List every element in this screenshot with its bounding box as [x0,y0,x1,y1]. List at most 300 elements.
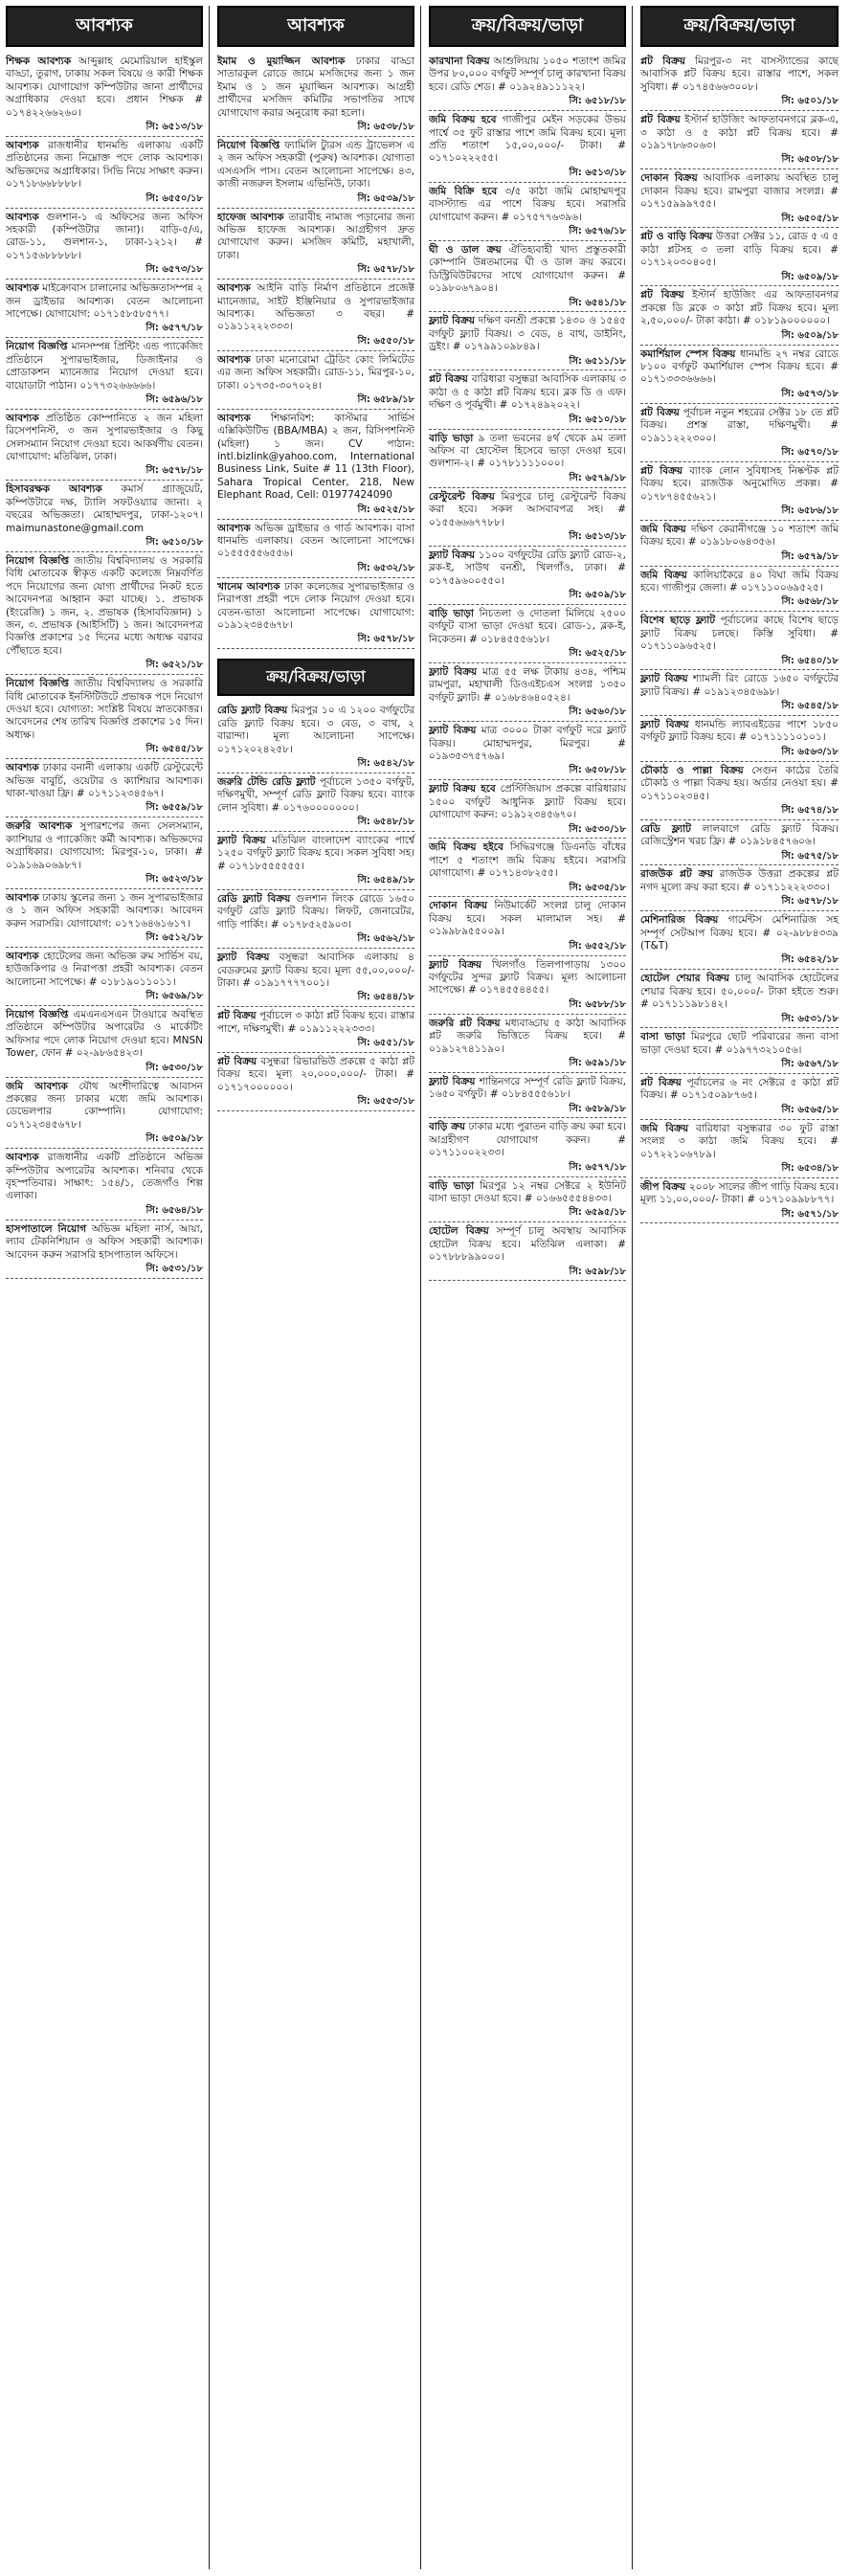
classified-ad [217,351,414,410]
classified-ad [640,286,839,345]
classified-ad [640,1120,839,1178]
classified-ad [429,111,626,183]
ad-body: সুপারশপের জন্য সেলসম্যান, ক্যাশিয়ার ও প্যাকেজিং কর্মী আবশ্যক। অভিজ্ঞদের অগ্রাধিকার। যোগাযোগ: মিরপুর-১০, ঢাকা। # ০১৯১৬৯০৬৯৮৭। [6,820,203,871]
ad-reference: সি: ৬৫০৯/১৮ [569,590,626,601]
ad-reference: সি: ৬৫০১/১৮ [781,96,839,107]
ad-reference: সি: ৬৫৭৩/১৮ [145,264,203,276]
classified-ad [429,53,626,111]
ad-title: ফ্ল্যাট বিক্রয় [429,1075,476,1087]
ad-title: আবশ্যক [6,891,39,904]
classified-ad [429,1222,626,1281]
ad-reference: সি: ৬৫৬৩/১৮ [781,746,839,757]
ad-body: হোটেলের জন্য অভিজ্ঞ রুম সার্ভিস বয়, হাউজকিপার ও নিরাপত্তা প্রহরী আবশ্যক। বেতন আলোচনা সাপেক্ষে। # ০১৮১৯০১১০১১। [6,950,203,988]
classified-ad [640,346,839,404]
classified-ad [640,111,839,169]
ad-title: কমার্শিয়াল স্পেস বিক্রয় [640,347,736,360]
ad-title: বাড়ি ভাড়া [429,607,474,619]
classified-ad [217,1053,414,1111]
ad-reference: সি: ৬৫১৩/১৮ [145,122,203,133]
classified-ad [217,949,414,1007]
ad-title: নিয়োগ বিজ্ঞপ্তি [6,554,69,567]
ad-reference: সি: ৬৫৭৮/১৮ [145,465,203,477]
classified-ad [217,209,414,280]
ad-reference: সি: ৬৫৮৯/১৮ [357,393,414,405]
ad-body: মাত্র ৫৫ লক্ষ টাকায় ৪৩৪, পশ্চিম রামপুরা, মহাখালী ডিওএইচএস সংলগ্ন ১৩৫০ বর্গফুট ফ্ল্যাট। # ০১৬৮৪৬৪০৫২৪। [429,665,626,704]
ad-body: রাজউক উত্তরা প্রকল্পের প্লট নগদ মূল্যে ক্রয় করা হবে। # ০১৭১১২২২৩৩০। [640,868,839,893]
ad-reference: সি: ৬৫৬৭/১৮ [781,1059,839,1070]
ad-reference: সি: ৬৫৩১/১৮ [781,1013,839,1024]
ad-body: গাজীপুর মেইন সড়কের উভয় পার্শ্বে ৩৫ ফুট রাস্তার পাশে জমি বিক্রয় হবে। মূল্য প্রতি শতাংশ ১৫,০০,০০০/- টাকা। # ০১৭১০২২২৫৫। [429,114,626,165]
ad-title: ফ্ল্যাট বিক্রয় [429,315,475,327]
ad-reference: সি: ৬৫৩৯/১৮ [357,192,414,204]
column-3 [429,6,633,2569]
classified-ad [6,1149,203,1221]
classified-ad [6,481,203,552]
classified-ad [640,228,839,286]
ad-reference: সি: ৬৫৭০/১৮ [781,446,839,458]
ad-title: বাড়ি ভাড়া [429,1179,475,1192]
ad-title: রেডি ফ্ল্যাট বিক্রয় [217,705,288,717]
ad-title: রেস্টুরেন্ট বিক্রয় [429,490,495,503]
ad-title: প্লট বিক্রয় [217,1055,257,1067]
classified-ad [429,839,626,897]
ad-body: শান্তিনগরে সম্পূর্ণ রেডি ফ্ল্যাট বিক্রয়, ১৬৫০ বর্গফুট। # ০১৮৪৫৫৫৬১৮। [429,1075,627,1101]
ad-title: বিশেষ ছাড়ে ফ্ল্যাট [640,615,716,627]
ad-reference: সি: ৬৫৯৫/১৮ [569,1207,626,1219]
ad-reference: সি: ৬৫১৩/১৮ [569,530,626,542]
ad-reference: সি: ৬৫৩০/১৮ [145,1062,203,1073]
ad-body: বসুন্ধরা আবাসিক এলাকায় ৪ বেডরুমের ফ্ল্যাট বিক্রয় হবে। মূল্য ৫৫,০০,০০০/- টাকা। # ০১৯১৭৭৭৭০০১। [217,952,414,989]
classified-ad [640,970,839,1028]
ad-body: ধানমন্ডি ল্যাবএইডের পাশে ১৮৫০ বর্গফুট ফ্ল্যাট বিক্রয় হবে। # ০১৭১১১১০১০১। [640,719,839,744]
ad-title: দোকান বিক্রয় [640,172,698,185]
classified-ad [217,832,414,890]
ad-title: প্লট বিক্রয় [640,56,686,67]
ad-title: আবশ্যক [6,211,39,223]
ad-body: ১১০০ বর্গফুটের রেডি ফ্ল্যাট রোড-২, ব্লক-ই, সাউথ বনশ্রী, খিলগাঁও, ঢাকা। # ০১৭৫৯৬০০৫৫০। [429,549,626,587]
ad-body: পূর্বাচলে ৩ কাঠা প্লট বিক্রয় হবে। রাস্তার পাশে, দক্ষিণমুখী। # ০১৯১১২২২৩৩৩। [217,1010,415,1035]
ad-reference: সি: ৬৫১০/১৮ [145,537,203,549]
ad-title: নিয়োগ বিজ্ঞপ্তি [217,139,280,151]
ad-reference: সি: ৬৫৯১/১৮ [569,1057,626,1068]
ad-reference: সি: ৬৫৫০/১৮ [357,335,414,347]
ad-body: ইস্টার্ন হাউজিং এর আফতাবনগর প্রকল্পে ডি ব্লকে ৩ কাঠা প্লট বিক্রয় হবে। মূল্য ২,৫০,০০০/- টাকা কাঠা। # ০১৮১৯০০০০০০। [640,289,839,327]
ad-title: ফ্ল্যাট বিক্রয় [640,719,689,730]
ad-reference: সি: ৬৫৫৯/১৮ [145,802,203,814]
classified-ad [640,612,839,670]
ad-body: অভিজ্ঞ ড্রাইভার ও গার্ড আবশ্যক। বাসা ধানমন্ডি এলাকায়। বেতন আলোচনা সাপেক্ষে। ০১৫৫৫৫৫৬৫৫৬। [217,522,414,560]
column-4 [640,6,844,2569]
classified-ad [217,53,414,137]
ad-body: রাজধানীর একটি প্রতিষ্ঠানে অভিজ্ঞ কম্পিউটার অপারেটর আবশ্যক। শনিবার থেকে বৃহস্পতিবার। সাক্ষাৎ: ১৫৪/১, তেজগাঁও শিল্প এলাকা। [6,1152,203,1202]
ad-title: জরুরি টেন্ডি রেডি ফ্ল্যাট [217,775,316,788]
classified-ad [429,897,626,955]
ad-reference: সি: ৬৫০৯/১৮ [145,1133,203,1145]
classified-ad [6,889,203,948]
classified-ad [429,1015,626,1073]
classified-ad [6,948,203,1006]
ad-title: ফ্ল্যাট বিক্রয় [217,952,270,964]
ad-reference: সি: ৬৫৭৮/১৮ [357,264,414,276]
classified-ad [217,1007,414,1053]
ad-title: ফ্ল্যাট বিক্রয় [429,665,478,678]
ad-title: জমি আবশ্যক [6,1080,68,1092]
ad-reference: সি: ৬৫৮৬/১৮ [781,505,839,517]
ad-body: ঢাকায় স্কুলের জন্য ১ জন সুপারভাইজার ও ১ জন অফিস সহকারী আবশ্যক। আবেদন করুন সরাসরি। যোগাযোগ: ০১৭১৬৪৬১৬১৭। [6,891,203,930]
classified-ad [640,404,839,462]
ad-body: অভিজ্ঞ মহিলা নার্স, আয়া, ল্যাব টেকনিশিয়ান ও অফিস সহকারী আবশ্যক। আবেদন করুন সরাসরি হাসপাতাল অফিসে। [6,1222,203,1261]
ad-reference: সি: ৬৫০৮/১৮ [781,154,839,166]
ad-title: জমি বিক্রয় হইবে [429,841,503,854]
ad-body: ঢাকা কলেজের সুপারভাইজার ও নিরাপত্তা প্রহরী পদে লোক নিয়োগ দেওয়া হবে। বেতন-ভাতা আলোচনা সাপেক্ষে। যোগাযোগ: ০১৯১২৩৪৫৬৭৮। [217,580,415,632]
ad-title: জীপ বিক্রয় [640,1180,686,1193]
ad-reference: সি: ৬৫৭১/১৮ [781,1208,839,1220]
classified-ad [640,716,839,762]
classified-ad [6,1078,203,1150]
ad-reference: সি: ৬৫৬০/১৮ [569,706,626,718]
ad-title: ফ্ল্যাট বিক্রয় [429,549,475,561]
ad-reference: সি: ৬৫৪১/১৮ [569,297,626,308]
ad-reference: সি: ৬৫৪৮/১৮ [357,817,414,828]
ad-title: জমি বিক্রয় [640,1122,689,1134]
ad-title: আবশ্যক [6,412,39,424]
ad-title: বাড়ি ভাড়া [429,432,474,444]
ad-reference: সি: ৬৫২১/১৮ [145,660,203,671]
classified-ad [429,780,626,839]
classified-ad [429,1118,626,1176]
classified-ad [640,1028,839,1074]
ad-body: উত্তরা সেক্টর ১১, রোড ৫ এ ৫ কাঠা প্লটসহ ৩ তলা বাড়ি বিক্রয় হবে। # ০১৭১২০৩০৪০৫। [640,231,839,269]
ad-body: ৯ তলা ভবনের ৪র্থ থেকে ৯ম তলা অফিস বা হোস্টেল হিসেবে ভাড়া দেওয়া হবে। গুলশান-২। # ০১৭৮১১১১০০০। [429,432,626,470]
ad-reference: সি: ৬৫৪২/১৮ [357,758,414,769]
ad-body: আব্দুল্লাহ মেমোরিয়াল হাইস্কুল বাড্ডা, তুরাগ, ঢাকায় সকল বিষয়ে ও কারী শিক্ষক আবশ্যক। যোগাযোগ কম্পিউটার জানা প্রার্থীদের অগ্রাধিকার দেওয়া হবে। প্রধান শিক্ষক # ০১৭৪২২৬৬২৬০। [6,56,204,119]
classified-ad [640,670,839,716]
ad-reference: সি: ৬৫৪২/১৮ [781,954,839,966]
ad-reference: সি: ৬৫০৫/১৮ [781,213,839,224]
ad-title: রেডি ফ্ল্যাট [640,822,691,835]
classified-ad [217,520,414,578]
ad-body: আশুলিয়ায় ১০৫০ শতাংশ জমির উপর ৮০,০০০ বর্গফুট সম্পূর্ণ চালু কারখানা বিক্রয় হবে। রেডি শেড। # ০১৯২৪৯১১১২২। [429,56,626,93]
ad-title: ফ্ল্যাট বিক্রয় হবে [429,783,496,795]
ad-title: জমি বিক্রয় [640,523,686,535]
classified-ad [429,956,626,1015]
subsection-header: ক্রয়/বিক্রয়/ভাড়া [217,659,414,696]
ad-body: পূর্বাচল নতুন শহরের সেক্টর ১৮ তে প্লট বিক্রয়। প্রশস্ত রাস্তা, দক্ষিণমুখী। # ০১৯১১২২২৩০০। [640,406,839,444]
classified-ad [217,890,414,949]
classified-ad [429,663,626,722]
ad-reference: সি: ৬৫৫০/১৮ [145,192,203,204]
ad-title: জরুরি প্লট বিক্রয় [429,1017,501,1029]
ad-title: আবশ্যক [6,282,39,295]
classified-ad [6,209,203,280]
columns-container [6,6,844,2570]
ad-reference: সি: ৬৫৩০/১৮ [569,823,626,835]
ad-body: ঐতিহ্যবাহী খাদ্য প্রস্তুতকারী কোম্পানি উন্নতমানের ঘী ও ডাল ক্রয় করবে। ডিস্ট্রিবিউটরদের সাথে যোগাযোগ করুন। # ০১৯৮০৬৭৯০৪। [429,243,627,295]
ad-body: সিদ্ধিরগঞ্জে ডিএনডি বাঁধের পাশে ৫ শতাংশ জমি বিক্রয় হইবে। সরাসরি যোগাযোগ। # ০১৭১৪৩৮২৫৫। [429,841,626,880]
classified-ad [6,818,203,889]
classified-ad [640,1074,839,1120]
ad-body: ফ্যামিলি ট্যুরস এন্ড ট্রাভেলস এ ২ জন অফিস সহকারী (পুরুষ) আবশ্যক। যোগ্যতা এসএসসি পাস। বেতন আলোচনা সাপেক্ষে। ৪৩, কাজী নজরুল ইসলাম এভিনিউ, ঢাকা। [217,139,414,190]
classified-ad [429,1177,626,1223]
ad-body: মিরপুর ১২ নম্বর সেক্টরে ২ ইউনিট বাসা ভাড়া দেওয়া হবে। # ০১৬৬৫৫৫৪৪৩৩। [429,1179,626,1204]
classified-ad [6,280,203,338]
ad-title: বাসা ভাড়া [640,1031,685,1043]
ad-title: হোটেল বিক্রয় [429,1225,489,1238]
classified-ad [640,462,839,521]
ad-title: রাজউক প্লট ক্রয় [640,868,713,881]
ad-body: যৌথ অংশীদারিত্বে আবাসন প্রকল্পের জন্য ঢাকার মধ্যে জমি আবশ্যক। ডেভেলপার কোম্পানি। যোগাযোগ: ০১৭১২৩৪৫৬৭৮। [6,1080,203,1131]
section-header: ক্রয়/বিক্রয়/ভাড়া [429,6,626,47]
classified-ad [429,722,626,780]
ad-body: মানসম্পন্ন প্রিন্টিং এন্ড প্যাকেজিং প্রতিষ্ঠানে সুপারভাইজার, ডিজাইনার ও প্রোডাকশন ম্যানেজার নিয়োগ দেওয়া হবে। বায়োডাটা পাঠান। ০১৭৭৩২৬৬৬৬৬। [6,341,203,392]
classified-ad [217,702,414,773]
ad-body: চালু আবাসিক হোটেলের শেয়ার বিক্রয় হবে। ৫০,০০০/- টাকা হইতে শুরু। # ০১৭১১১৯৮১৪২। [640,973,839,1011]
ad-body: খিলগাঁও তিলপাপাড়ায় ১৩০০ বর্গফুটের সুন্দর ফ্ল্যাট বিক্রয়। মূল্য আলোচনা সাপেক্ষে। # ০১৭৪৫৫৪৪৫৫। [429,958,627,997]
section-header: ক্রয়/বিক্রয়/ভাড়া [640,6,839,47]
ad-body: নিউমার্কেট সংলগ্ন চালু দোকান বিক্রয় হবে। সকল মালামাল সহ। # ০১৯৯৮৯৫৫০০৯। [429,900,626,938]
ad-title: জমি বিক্রয় [640,569,687,581]
classified-ad [217,578,414,650]
ad-body: শিক্ষানবিশ: কাস্টমার সার্ভিস এক্সিকিউটিভ (BBA/MBA) ২ জন, রিসিপশনিস্ট (মহিলা) ১ জন। CV পাঠান: intl.bizlink@yahoo.com, International Business Link, Suite # 11 (13th Floor), Sahara Tropical Center, 218, New Elephant Road, Cell: 01977424090 [217,412,414,502]
ad-reference: সি: ৬৫৭৩/১৮ [781,388,839,399]
ad-title: ফ্ল্যাট বিক্রয় [429,725,477,737]
ad-reference: সি: ৬৫৭৫/১৮ [781,850,839,862]
ad-reference: সি: ৬৫৩২/১৮ [357,562,414,573]
ad-body: বারিধারা বসুন্ধরা আবাসিক এলাকায় ৩ কাঠা ও ৫ কাঠা প্লট বিক্রয় হবে। ব্লক ডি ও এফ। দক্ষিণ ও পূর্বমুখী। # ০১৭২৪৯২০২২। [429,373,627,412]
classified-ad [6,1221,203,1279]
ad-reference: সি: ৬৫১১/১৮ [569,355,626,367]
ad-reference: সি: ৬৫৪০/১৮ [781,655,839,666]
ad-reference: সি: ৬৫৪৯/১৮ [357,875,414,886]
ad-title: ঘী ও ডাল ক্রয় [429,243,502,256]
ad-body: পূর্বাচলের ৬ নং সেক্টরে ৫ কাঠা প্লট বিক্রয়। # ০১৭১৫০৯৮৭৬৫। [640,1077,839,1102]
ad-reference: সি: ৬৫০৯/১৮ [781,329,839,341]
classified-ad [217,773,414,832]
classified-ad [429,370,626,429]
ad-reference: সি: ৬৫৯৬/১৮ [145,393,203,405]
ad-body: জাতীয় বিশ্ববিদ্যালয় ও সরকারি বিধি মোতাবেক স্বীকৃত একটি কলেজে নিম্নবর্ণিত পদে নিয়োগের জন্য যোগ্য প্রার্থীদের নিকট হতে আবেদনপত্র আহ্বান করা যাচ্ছে। ১. প্রভাষক (ইংরেজি) ১ জন, ২. প্রভাষক (হিসাববিজ্ঞান) ১ জন, ৩. প্রভাষক (আইসিটি) ১ জন। আবেদনপত্র বিজ্ঞপ্তি প্রকাশের ১৫ দিনের মধ্যে অধ্যক্ষ বরাবর পৌঁছাতে হবে। [6,554,203,657]
column-2 [217,6,421,2569]
ad-reference: সি: ৬৫৯৮/১৮ [569,1266,626,1277]
ad-title: নিয়োগ বিজ্ঞপ্তি [6,678,69,690]
classified-ad [6,53,203,137]
ad-body: সেগুন কাঠের তৈরি চৌকাঠ ও পাল্লা বিক্রয় হয়। অর্ডার নেওয়া হয়। # ০১৭১১০২৩৪৫। [640,764,839,802]
ad-title: হিসাবরক্ষক আবশ্যক [6,483,102,496]
ad-body: বারিধারা বসুন্ধরার ৩০ ফুট রাস্তা সংলগ্ন ৩ কাঠা জমি বিক্রয় হবে। # ০১৭২২১০৬৭৮৯। [640,1122,839,1160]
ad-body: গার্মেন্টস মেশিনারিজ সহ সম্পূর্ণ সেটআপ বিক্রয় হবে। # ০২-৯৮৮৪৩৩৯ (T&T) [640,914,839,952]
ad-reference: সি: ৬৫১৮/১৮ [569,96,626,107]
ad-body: তারাবীহ নামাজ পড়ানোর জন্য অভিজ্ঞ হাফেজ আবশ্যক। আগ্রহীগণ দ্রুত যোগাযোগ করুন। মসজিদ কমিটি, মহাখালী, ঢাকা। [217,211,415,261]
ad-title: খানেম আবশ্যক [217,580,280,593]
ad-body: লালবাগে রেডি ফ্ল্যাট বিক্রয়। রেজিস্ট্রেশন খরচ ফ্রি। # ০১৯১৮৪৫৭৬০৬। [640,822,839,848]
ad-body: আইনি বাড়ি নির্মাণ প্রতিষ্ঠানে প্রজেক্ট ম্যানেজার, সাইট ইঞ্জিনিয়ার ও সুপারভাইজার আবশ্যক। অভিজ্ঞতা ৩ বছর। # ০১৯১১২২২৩৩৩। [217,282,415,333]
ad-body: শ্যামলী রিং রোডে ১৬৫০ বর্গফুটের ফ্ল্যাট বিক্রয়। # ০১৯১২৩৪৫৬৯৮। [640,673,839,698]
classified-ad [429,312,626,370]
classified-ad [6,759,203,818]
ad-title: শিক্ষক আবশ্যক [6,56,72,67]
ad-body: প্রতিষ্ঠিত কোম্পানিতে ২ জন মহিলা রিসেপশনিস্ট, ৩ জন সুপারভাইজার ও কিছু সেলসম্যান নিয়োগ দেওয়া হবে। আকর্ষণীয় বেতন। যোগাযোগ: মতিঝিল, ঢাকা। [6,412,203,463]
classified-ad [640,1178,839,1224]
ad-body: মিরপুর ১০ এ ১২০০ বর্গফুটের রেডি ফ্ল্যাট বিক্রয় হবে। ৩ বেড, ৩ বাথ, ২ বারান্দা। মূল্য আলোচনা সাপেক্ষে। ০১৭১২০২৪২৫৮। [217,705,415,755]
ad-reference: সি: ৬৫৬৪/১৮ [145,1204,203,1216]
ad-reference: সি: ৬৫৪৪/১৮ [357,992,414,1003]
ad-reference: সি: ৬৫৭৬/১৮ [569,225,626,236]
classified-ad [640,911,839,970]
classified-ad [217,137,414,209]
ad-body: ঢাকার বনানী এলাকায় একটি রেস্টুরেন্টে অভিজ্ঞ বাবুর্চি, ওয়েটার ও ক্যাশিয়ার আবশ্যক। থাকা-খাওয়া ফ্রি। # ০১৭১১২৩৪৫৬৭। [6,762,203,799]
ad-body: প্রেস্টিজিয়াস প্রকল্পে বারিধারায় ১৫০০ বর্গফুট আধুনিক ফ্ল্যাট বিক্রয় হবে। যোগাযোগ করুন: ০১৯১২৩৪৫৬৭০। [429,783,626,821]
ad-title: হাসপাতালে নিয়োগ [6,1222,87,1235]
ad-title: আবশ্যক [217,412,251,424]
ad-title: দোকান বিক্রয় [429,900,488,912]
ad-title: প্লট বিক্রয় [640,464,683,477]
classified-ad [429,547,626,605]
ad-body: ৩/৫ কাঠা জমি মোহাম্মদপুর বাসস্ট্যান্ড এর পাশে বিক্রয় হবে। সরাসরি যোগাযোগ করুন। # ০১৭৫৭৭৬৩৯৬। [429,185,626,223]
ad-reference: সি: ৬৫১৩/১৮ [569,167,626,178]
ad-title: জমি বিক্রয় হবে [429,114,497,126]
ad-body: পূর্বাচলের কাছে বিশেষ ছাড়ে ফ্ল্যাট বিক্রয় চলছে। কিস্তি সুবিধা। # ০১৭১১০৯৬৫২৫। [640,615,839,653]
classified-ad [217,280,414,351]
column-1 [6,6,210,2569]
ad-reference: সি: ৬৫১০/১৮ [569,414,626,425]
ad-body: মিরপুরে চালু রেস্টুরেন্ট বিক্রয় করা হবে। সকল আসবাবপত্র সহ। # ০১৫৫৬৬৬৭৭৮৮। [429,490,626,528]
section-header: আবশ্যক [6,6,203,47]
ad-title: কারখানা বিক্রয় [429,56,490,67]
ad-reference: সি: ৬৫২৩/১৮ [145,873,203,885]
ad-reference: সি: ৬৫৮৮/১৮ [569,998,626,1010]
ad-reference: সি: ৬৫৫২/১৮ [569,940,626,952]
ad-title: আবশ্যক [6,950,39,962]
ad-body: রাজধানীর ধানমন্ডি এলাকায় একটি প্রতিষ্ঠানের জন্য নিম্নোক্ত পদে লোক আবশ্যক। অভিজ্ঞদের অগ্রাধিকার। সিভি নিয়ে সাক্ষাৎ করুন। ০১৭১৮৬৬৮৮৮৮। [6,139,204,190]
classified-ad [429,488,626,547]
ad-title: আবশ্যক [217,353,251,366]
ad-reference: সি: ৬৫৪৫/১৮ [781,701,839,712]
ad-body: কালিয়াকৈরে ৪০ বিঘা জমি বিক্রয় হবে। গাজীপুর জেলা। # ০১৭১১০০৬৯৫২৫। [640,569,839,594]
classified-ad [640,53,839,111]
ad-title: প্লট বিক্রয় [640,114,681,126]
ad-body: দক্ষিণ বনশ্রী প্রকল্পে ১৪৩০ ও ১৫৪৫ বর্গফুট ফ্ল্যাট বিক্রয়। ৩ বেড, ৪ বাথ, ডাইনিং, ড্রইং। # ০১৭৯৯১০৯৮৪৯। [429,315,626,353]
ad-body: মাত্র ৩০০০ টাকা বর্গফুট দরে ফ্ল্যাট বিক্রয়। মোহাম্মদপুর, মিরপুর। # ০১৯৩৫৩৭৫৭৬৯। [429,725,626,762]
ad-reference: সি: ৬৫৩৮/১৮ [357,122,414,133]
ad-title: প্লট বিক্রয় [640,406,680,418]
ad-body: আবাসিক এলাকায় অবস্থিত চালু দোকান বিক্রয় হবে। রামপুরা বাজার সংলগ্ন। # ০১৭১৫৯৯৯৭৫৫। [640,172,839,211]
ad-title: আবশ্যক [6,139,39,151]
classified-ad [429,430,626,488]
ad-body: মাইক্রোবাস চালানোর অভিজ্ঞতাসম্পন্ন ২ জন ড্রাইভার আবশ্যক। বেতন আলোচনা সাপেক্ষে। যোগাযোগ: ০১৭১৫৮৫৮৫৭৭। [6,282,204,320]
ad-reference: সি: ৬৫৭৯/১৮ [569,472,626,483]
ad-body: দক্ষিণ কেরানীগঞ্জে ১০ শতাংশ জমি বিক্রয় হবে। # ০১৯১৮০৬৪৩৫৬। [640,523,839,549]
ad-reference: সি: ৬৫৬৯/১৮ [145,991,203,1002]
ad-title: হোটেল শেয়ার বিক্রয় [640,973,729,985]
ad-body: ঢাকা মনোরোমা ট্রেডিং কোং লিমিটেড এর জন্য অফিস সহকারী। রোড-১১, মিরপুর-১০, ঢাকা। ০১৭৩৫-৩০৭০২৪। [217,353,414,392]
ad-body: এমএনএসএন টাওয়ারে অবস্থিত প্রতিষ্ঠানে কম্পিউটার অপারেটর ও মার্কেটিং অফিসার পদে লোক নিয়োগ দেওয়া হবে। MNSN Tower, ফোন # ০২-৯৮৬৫৪২৩। [6,1008,203,1060]
ad-title: চৌকাঠ ও পাল্লা বিক্রয় [640,764,744,776]
ad-reference: সি: ৬৫৫১/১৮ [357,1038,414,1049]
ad-reference: সি: ৬৫২৫/১৮ [569,648,626,660]
ad-body: বসুন্ধরা রিভারভিউ প্রকল্পে ৫ কাঠা প্লট বিক্রয় হবে। মূল্য ২০,০০০,০০০/- টাকা। # ০১৭১৭০০০০০০। [217,1055,415,1093]
ad-body: মতিঝিল বাংলাদেশ ব্যাংকের পার্শ্বে ১২৫০ বর্গফুট ফ্ল্যাট বিক্রয় হবে। সকল সুবিধা সহ। # ০১৭১৮৫৫৫৫৫৫। [217,834,415,872]
ad-reference: সি: ৬৫১২/১৮ [145,932,203,944]
section-header: আবশ্যক [217,6,414,47]
classified-ad [6,137,203,209]
classified-ad [6,552,203,675]
ad-title: ফ্ল্যাট বিক্রয় [640,673,688,685]
ad-title: প্লট বিক্রয় [217,1010,257,1022]
ad-title: মেশিনারিজ বিক্রয় [640,914,719,927]
ad-title: জমি বিক্রি হবে [429,185,498,197]
ad-body: ঢাকার মধ্যে পুরাতন বাড়ি ক্রয় করা হবে। আগ্রহীগণ যোগাযোগ করুন। # ০১৭১১০০২২৩৩। [429,1121,626,1159]
ad-reference: সি: ৬৫৭৪/১৮ [781,804,839,816]
ad-title: আবশ্যক [217,282,251,295]
ad-reference: সি: ৬৫৩৫/১৮ [569,882,626,893]
ad-body: নিচতলা ও দোতলা মিলিয়ে ২৫০০ বর্গফুট বাসা ভাড়া দেওয়া হবে। রোড-১, ব্লক-ই, নিকেতন। # ০১৮৪৫৫৫৬১৮। [429,607,626,645]
ad-reference: সি: ৬৫৭৯/১৮ [781,550,839,562]
ad-body: মিরপুর-৩ নং বাসস্ট্যান্ডের কাছে আবাসিক প্লট বিক্রয় হবে। রাস্তার পাশে, সকল সুবিধা। # ০১৭৪৫৬৬৩০০৮। [640,56,839,93]
classified-ad [640,865,839,911]
classified-ad [429,241,626,313]
ad-body: সম্পূর্ণ চালু অবস্থায় আবাসিক হোটেল বিক্রয় হবে। মতিঝিল এলাকা। # ০১৭৮৮৮৯৯০০০। [429,1225,626,1264]
ad-title: হাফেজ আবশ্যক [217,211,284,223]
ad-title: প্লট বিক্রয় [640,289,684,302]
classified-ad [640,820,839,866]
classified-ad [429,605,626,663]
ad-body: মিরপুরে ছোট পরিবারের জন্য বাসা ভাড়া দেওয়া হবে। # ০১৯৭৭৩২১০৫৬। [640,1031,839,1056]
ad-body: কমার্স গ্র্যাজুয়েট, কম্পিউটারে দক্ষ, ট্যালি সফটওয়্যার জানা। ২ বছরের অভিজ্ঞতা। মোহাম্মদপুর, ঢাকা-১২০৭। maimunastone@gmail.com [6,483,204,534]
classified-ad [6,1006,203,1078]
ad-body: ঢাকার বাড্ডা সাতারকুল রোডে জামে মসজিদের জন্য ১ জন ইমাম ও ১ জন মুয়াজ্জিন আবশ্যক। আগ্রহী প্রার্থীদের মসজিদ কমিটির সভাপতির সাথে যোগাযোগ করার অনুরোধ করা হলো। [217,56,414,119]
ad-body: ব্যাংক লোন সুবিধাসহ নিষ্কণ্টক প্লট বিক্রয় হবে। রাজউক অনুমোদিত প্রকল্প। # ০১৭৮৭৪৫৫৬২১। [640,464,839,503]
ad-title: নিয়োগ বিজ্ঞপ্তি [6,341,68,353]
classified-ad [429,1073,626,1119]
ad-reference: সি: ৬৫২৫/১৮ [357,504,414,515]
classified-ad [6,410,203,482]
classified-ad [640,762,839,820]
classified-ad [640,567,839,613]
ad-body: পূর্বাচলে ১৩৫০ বর্গফুট, দক্ষিণমুখী, সম্পূর্ণ রেডি ফ্ল্যাট বিক্রয় হবে। ব্যাংক লোন সুবিধা। # ০১৭৬০০০০০০০। [217,775,415,814]
ad-reference: সি: ৬৫৫৩/১৮ [357,1096,414,1108]
ad-reference: সি: ৬৫৬৮/১৮ [781,596,839,608]
ad-title: ইমাম ও মুয়াজ্জিন আবশ্যক [217,56,346,67]
classified-ad [217,410,414,520]
ad-title: জরুরি আবশ্যক [6,820,73,833]
ad-body: গুলশান লিংক রোডে ১৬৫০ বর্গফুট রেডি ফ্ল্যাট বিক্রয়। লিফট, জেনারেটর, গাড়ি পার্কিং। # ০১৭৮৫২৫৯০৩। [217,893,414,930]
ad-reference: সি: ৬৫৬২/১৮ [357,933,414,945]
ad-reference: সি: ৬৫০৮/১৮ [569,765,626,776]
classified-ad [6,338,203,410]
ad-body: ২০০৮ সালের জীপ গাড়ি বিক্রয় হবে। মূল্য ১১,০০,০০০/- টাকা। # ০১৭১০৯৯৮৮৭৭। [640,1180,839,1206]
ad-body: জাতীয় বিশ্ববিদ্যালয় ও সরকারি বিধি মোতাবেক ইনস্টিটিউটে প্রভাষক পদে নিয়োগ দেওয়া হবে। যোগ্যতা: সংশ্লিষ্ট বিষয়ে স্নাতকোত্তর। আবেদনের শেষ তারিখ বিজ্ঞপ্তি প্রকাশের ১৫ দিন। অধ্যক্ষ। [6,678,203,741]
ad-title: প্লট বিক্রয় [429,373,468,386]
ad-reference: সি: ৬৫৭৭/১৮ [569,1161,626,1173]
ad-title: ফ্ল্যাট বিক্রয় [429,958,482,971]
ad-reference: সি: ৬৫৭৮/১৮ [781,896,839,907]
ad-reference: সি: ৬৫৩৪/১৮ [781,1163,839,1174]
ad-reference: সি: ৬৫৭৮/১৮ [357,634,414,645]
ad-title: বাড়ি ক্রয় [429,1121,466,1133]
ad-title: প্লট ও বাড়ি বিক্রয় [640,231,713,243]
ad-body: ধানমন্ডি ২৭ নম্বর রোডে ৮১০০ বর্গফুট কমার্শিয়াল স্পেস বিক্রয় হবে। # ০১৭১৩৩৩৬৬৬৬। [640,347,839,386]
ad-title: আবশ্যক [6,1152,39,1164]
ad-body: মধ্যবাড্ডায় ৫ কাঠা আবাসিক প্লট জরুরি ভিত্তিতে বিক্রয় হবে। # ০১৯১২৭৪১১৯০। [429,1017,626,1055]
ad-title: আবশ্যক [6,762,39,774]
ad-reference: সি: ৬৫৮৯/১৮ [569,1103,626,1114]
ad-body: গুলশান-১ এ অফিসের জন্য অফিস সহকারী (কম্পিউটার জানা)। বাড়ি-৫/এ, রোড-১১, গুলশান-১, ঢাকা-১২১২। # ০১৭১৫৬৮৮৮৮৮। [6,211,204,261]
classified-ad [6,675,203,759]
ad-reference: সি: ৬৫৬৫/১৮ [781,1104,839,1115]
ad-body: ইস্টার্ন হাউজিং আফতাবনগরে ব্লক-এ, ৩ কাঠা ও ৫ কাঠা প্লট বিক্রয় হবে। # ০১৯১৭৮৬৩০৬৩। [640,114,839,151]
ad-reference: সি: ৬৫৭৭/১৮ [145,323,203,334]
ad-title: নিয়োগ বিজ্ঞপ্তি [6,1008,69,1020]
